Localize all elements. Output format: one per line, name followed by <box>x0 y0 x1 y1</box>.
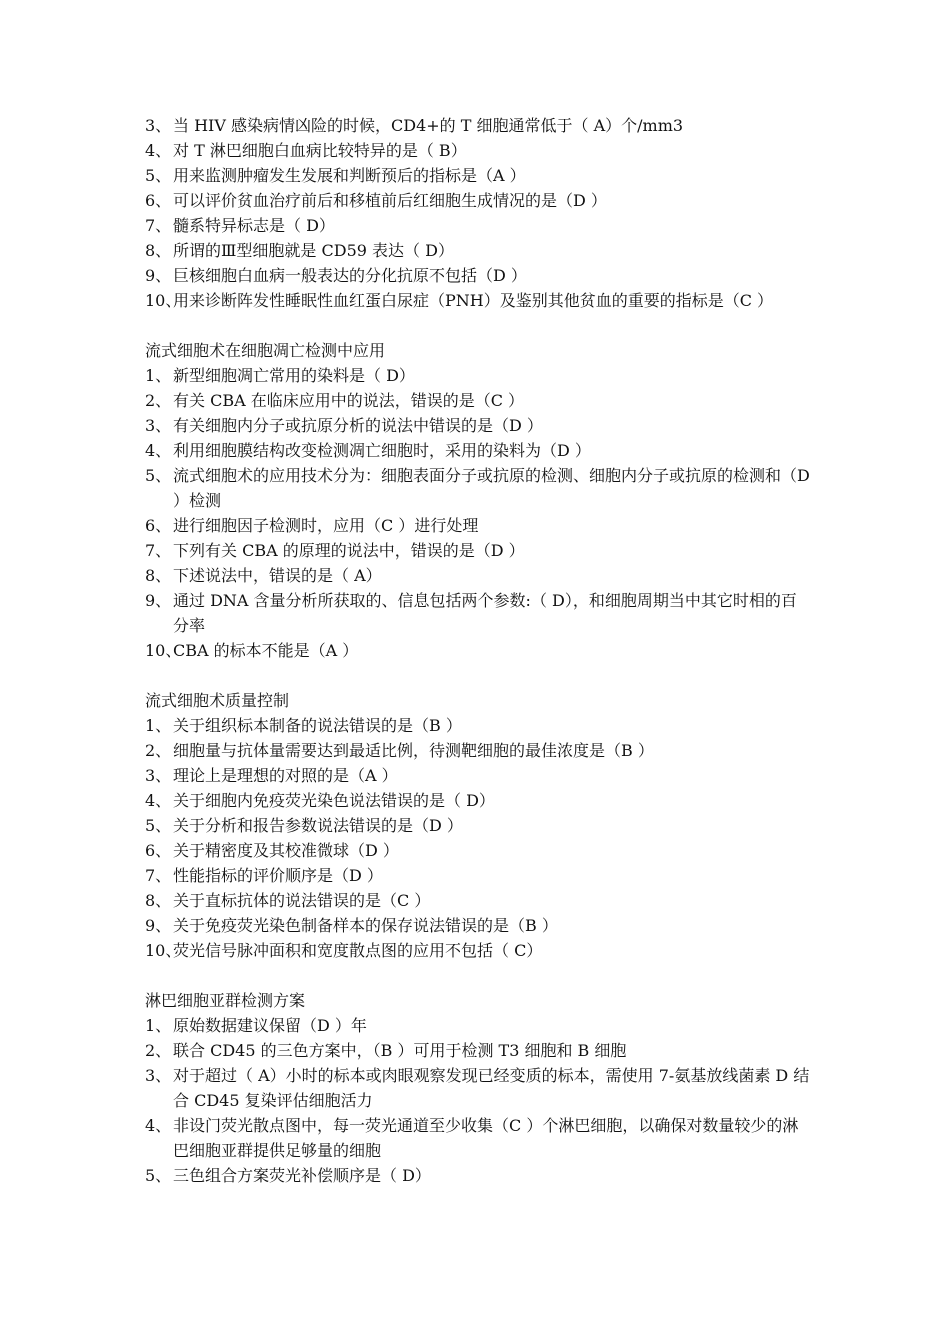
question-number: 9、 <box>145 591 172 610</box>
question-text: 利用细胞膜结构改变检测凋亡细胞时，采用的染料为（D ） <box>173 441 591 460</box>
question-number: 1、 <box>145 716 172 735</box>
question-item <box>145 388 810 413</box>
question-text: 有关 CBA 在临床应用中的说法，错误的是（C ） <box>173 391 525 410</box>
question-item <box>145 1013 810 1038</box>
question-text: 理论上是理想的对照的是（A ） <box>173 766 398 785</box>
section-gap <box>145 663 810 688</box>
question-number: 2、 <box>145 741 172 760</box>
question-item <box>145 888 810 913</box>
question-text: 非设门荧光散点图中，每一荧光通道至少收集（C ）个淋巴细胞，以确保对数量较少的淋巴细胞亚群提供足够量的细胞 <box>173 1116 799 1160</box>
question-number: 2、 <box>145 1041 172 1060</box>
question-number: 9、 <box>145 916 172 935</box>
question-text: 关于分析和报告参数说法错误的是（D ） <box>173 816 463 835</box>
question-number: 10、 <box>145 941 182 960</box>
question-item <box>145 138 810 163</box>
question-text: 关于精密度及其校准微球（D ） <box>173 841 399 860</box>
section-gap <box>145 313 810 338</box>
question-number: 5、 <box>145 166 172 185</box>
document-body <box>145 113 810 1188</box>
question-item <box>145 863 810 888</box>
question-text: 对于超过（ A）小时的标本或肉眼观察发现已经变质的标本，需使用 7-氨基放线菌素 D 结合 CD45 复染评估细胞活力 <box>173 1066 810 1110</box>
question-number: 4、 <box>145 1116 172 1135</box>
question-text: 性能指标的评价顺序是（D ） <box>173 866 383 885</box>
question-text: CBA 的标本不能是（A ） <box>173 641 359 660</box>
question-item <box>145 1038 810 1063</box>
question-item <box>145 1163 810 1188</box>
question-text: 关于免疫荧光染色制备样本的保存说法错误的是（B ） <box>173 916 558 935</box>
question-number: 8、 <box>145 241 172 260</box>
question-number: 4、 <box>145 791 172 810</box>
question-number: 6、 <box>145 516 172 535</box>
question-text: 所谓的Ⅲ型细胞就是 CD59 表达（ D） <box>173 241 454 260</box>
question-number: 5、 <box>145 816 172 835</box>
question-item <box>145 738 810 763</box>
question-text: 原始数据建议保留（D ）年 <box>173 1016 367 1035</box>
question-item <box>145 538 810 563</box>
question-item <box>145 513 810 538</box>
question-text: 巨核细胞白血病一般表达的分化抗原不包括（D ） <box>173 266 527 285</box>
question-item <box>145 438 810 463</box>
question-item <box>145 763 810 788</box>
section-title: 流式细胞术质量控制 <box>145 691 290 710</box>
question-text: 可以评价贫血治疗前后和移植前后红细胞生成情况的是（D ） <box>173 191 607 210</box>
question-number: 7、 <box>145 216 172 235</box>
question-item <box>145 113 810 138</box>
question-item <box>145 263 810 288</box>
question-item <box>145 213 810 238</box>
question-text: 关于细胞内免疫荧光染色说法错误的是（ D） <box>173 791 495 810</box>
question-item <box>145 413 810 438</box>
question-text: 细胞量与抗体量需要达到最适比例，待测靶细胞的最佳浓度是（B ） <box>173 741 654 760</box>
question-item <box>145 913 810 938</box>
question-number: 1、 <box>145 1016 172 1035</box>
question-number: 10、 <box>145 291 182 310</box>
question-number: 4、 <box>145 441 172 460</box>
question-text: 通过 DNA 含量分析所获取的、信息包括两个参数:（ D），和细胞周期当中其它时相的百分率 <box>173 591 797 635</box>
question-item <box>145 463 810 513</box>
question-item <box>145 713 810 738</box>
section-title: 淋巴细胞亚群检测方案 <box>145 991 306 1010</box>
question-number: 8、 <box>145 891 172 910</box>
question-item <box>145 588 810 638</box>
question-number: 3、 <box>145 766 172 785</box>
question-number: 1、 <box>145 366 172 385</box>
question-item <box>145 788 810 813</box>
question-item <box>145 838 810 863</box>
question-text: 有关细胞内分子或抗原分析的说法中错误的是（D ） <box>173 416 543 435</box>
question-number: 3、 <box>145 116 172 135</box>
question-text: 对 T 淋巴细胞白血病比较特异的是（ B） <box>173 141 467 160</box>
question-text: 关于直标抗体的说法错误的是（C ） <box>173 891 431 910</box>
question-number: 3、 <box>145 1066 172 1085</box>
section-gap <box>145 963 810 988</box>
question-text: 下述说法中，错误的是（ A） <box>173 566 382 585</box>
question-item <box>145 938 810 963</box>
question-text: 联合 CD45 的三色方案中，（B ）可用于检测 T3 细胞和 B 细胞 <box>173 1041 627 1060</box>
question-text: 当 HIV 感染病情凶险的时候，CD4+的 T 细胞通常低于（ A）个/mm3 <box>173 116 684 135</box>
question-number: 6、 <box>145 191 172 210</box>
question-item <box>145 188 810 213</box>
question-text: 关于组织标本制备的说法错误的是（B ） <box>173 716 462 735</box>
question-text: 流式细胞术的应用技术分为：细胞表面分子或抗原的检测、细胞内分子或抗原的检测和（D ）检测 <box>173 466 810 510</box>
question-item <box>145 1063 810 1113</box>
question-text: 荧光信号脉冲面积和宽度散点图的应用不包括（ C） <box>173 941 543 960</box>
question-text: 新型细胞凋亡常用的染料是（ D） <box>173 366 415 385</box>
question-item <box>145 1113 810 1163</box>
question-number: 9、 <box>145 266 172 285</box>
question-text: 进行细胞因子检测时，应用（C ）进行处理 <box>173 516 479 535</box>
question-item <box>145 288 810 313</box>
question-text: 用来监测肿瘤发生发展和判断预后的指标是（A ） <box>173 166 526 185</box>
question-number: 4、 <box>145 141 172 160</box>
question-text: 下列有关 CBA 的原理的说法中，错误的是（D ） <box>173 541 525 560</box>
question-item <box>145 163 810 188</box>
question-number: 7、 <box>145 866 172 885</box>
question-item <box>145 563 810 588</box>
question-item <box>145 813 810 838</box>
question-number: 10、 <box>145 641 182 660</box>
question-number: 7、 <box>145 541 172 560</box>
question-item <box>145 363 810 388</box>
question-number: 5、 <box>145 1166 172 1185</box>
question-item <box>145 238 810 263</box>
question-number: 5、 <box>145 466 172 485</box>
question-number: 8、 <box>145 566 172 585</box>
question-item <box>145 638 810 663</box>
question-number: 3、 <box>145 416 172 435</box>
question-number: 6、 <box>145 841 172 860</box>
question-text: 用来诊断阵发性睡眠性血红蛋白尿症（PNH）及鉴别其他贫血的重要的指标是（C ） <box>173 291 774 310</box>
section-title: 流式细胞术在细胞凋亡检测中应用 <box>145 341 386 360</box>
question-number: 2、 <box>145 391 172 410</box>
question-text: 髓系特异标志是（ D） <box>173 216 335 235</box>
question-text: 三色组合方案荧光补偿顺序是（ D） <box>173 1166 431 1185</box>
